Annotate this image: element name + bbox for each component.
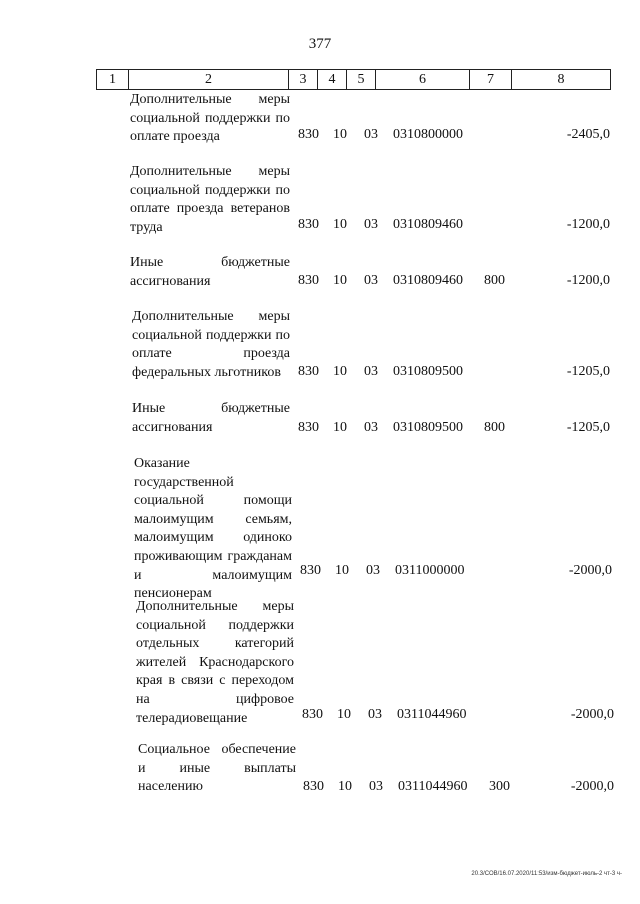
header-cell: 3 xyxy=(289,70,318,89)
cell-target: 0311000000 xyxy=(395,563,465,578)
cell-amount: -1200,0 xyxy=(566,273,610,288)
cell-amount: -2405,0 xyxy=(566,127,610,142)
cell-ministry: 830 xyxy=(298,420,319,435)
cell-target: 0310809500 xyxy=(393,420,463,435)
cell-ministry: 830 xyxy=(298,217,319,232)
row-description: Дополнительные меры социальной поддержки по оплате проезда ветеранов труда xyxy=(130,164,290,235)
cell-ministry: 830 xyxy=(300,563,321,578)
cell-target: 0310809500 xyxy=(393,364,463,379)
row-description: Дополнительные меры социальной поддержки по оплате проезда федеральных льготников xyxy=(132,309,290,380)
cell-subsection: 03 xyxy=(369,779,383,794)
row-description: Социальное обеспечение и иные выплаты населению xyxy=(138,742,296,795)
cell-subsection: 03 xyxy=(364,273,378,288)
cell-ministry: 830 xyxy=(298,364,319,379)
cell-expense-type: 800 xyxy=(484,420,505,435)
cell-subsection: 03 xyxy=(364,127,378,142)
cell-target: 0310809460 xyxy=(393,217,463,232)
header-cell: 1 xyxy=(97,70,129,89)
row-description: Дополнительные меры социальной поддержки отдельных категорий жителей Краснодарского края в связи с переходом на цифровое телерадиовещание xyxy=(136,599,294,726)
header-cell: 8 xyxy=(557,72,565,87)
row-description: Иные бюджетные ассигнования xyxy=(130,255,290,289)
cell-section: 10 xyxy=(333,364,347,379)
header-cell: 2 xyxy=(129,70,289,89)
cell-amount: -1200,0 xyxy=(566,217,610,232)
cell-target: 0311044960 xyxy=(397,707,467,722)
cell-section: 10 xyxy=(337,707,351,722)
cell-expense-type: 300 xyxy=(489,779,510,794)
cell-subsection: 03 xyxy=(364,217,378,232)
cell-ministry: 830 xyxy=(302,707,323,722)
table-header xyxy=(96,69,611,90)
cell-amount: -2000,0 xyxy=(570,779,614,794)
cell-ministry: 830 xyxy=(303,779,324,794)
cell-amount: -1205,0 xyxy=(566,364,610,379)
cell-amount: -1205,0 xyxy=(566,420,610,435)
header-cell: 7 xyxy=(470,70,512,89)
cell-subsection: 03 xyxy=(366,563,380,578)
cell-expense-type: 800 xyxy=(484,273,505,288)
cell-section: 10 xyxy=(333,273,347,288)
cell-ministry: 830 xyxy=(298,273,319,288)
row-description: Иные бюджетные ассигнования xyxy=(132,401,290,435)
cell-section: 10 xyxy=(333,127,347,142)
cell-amount: -2000,0 xyxy=(568,563,612,578)
page-number: 377 xyxy=(308,36,332,52)
cell-section: 10 xyxy=(338,779,352,794)
row-description: Оказание государственной социальной помощи малоимущим семьям, малоимущим одиноко проживающим гражданам и малоимущим пенсионерам xyxy=(134,456,292,602)
header-cell: 4 xyxy=(318,70,347,89)
header-cell: 5 xyxy=(347,70,376,89)
cell-ministry: 830 xyxy=(298,127,319,142)
cell-subsection: 03 xyxy=(364,364,378,379)
cell-amount: -2000,0 xyxy=(570,707,614,722)
cell-target: 0311044960 xyxy=(398,779,468,794)
row-description: Дополнительные меры социальной поддержки по оплате проезда xyxy=(130,92,290,145)
cell-target: 0310809460 xyxy=(393,273,463,288)
header-cell: 6 xyxy=(376,70,470,89)
cell-subsection: 03 xyxy=(364,420,378,435)
cell-subsection: 03 xyxy=(368,707,382,722)
cell-section: 10 xyxy=(335,563,349,578)
document-footer: 20.3/СОВ/16.07.2020/11:53/изм-бюджет-июль-2 чт-3 ч- xyxy=(471,871,622,877)
cell-section: 10 xyxy=(333,420,347,435)
cell-section: 10 xyxy=(333,217,347,232)
cell-target: 0310800000 xyxy=(393,127,463,142)
